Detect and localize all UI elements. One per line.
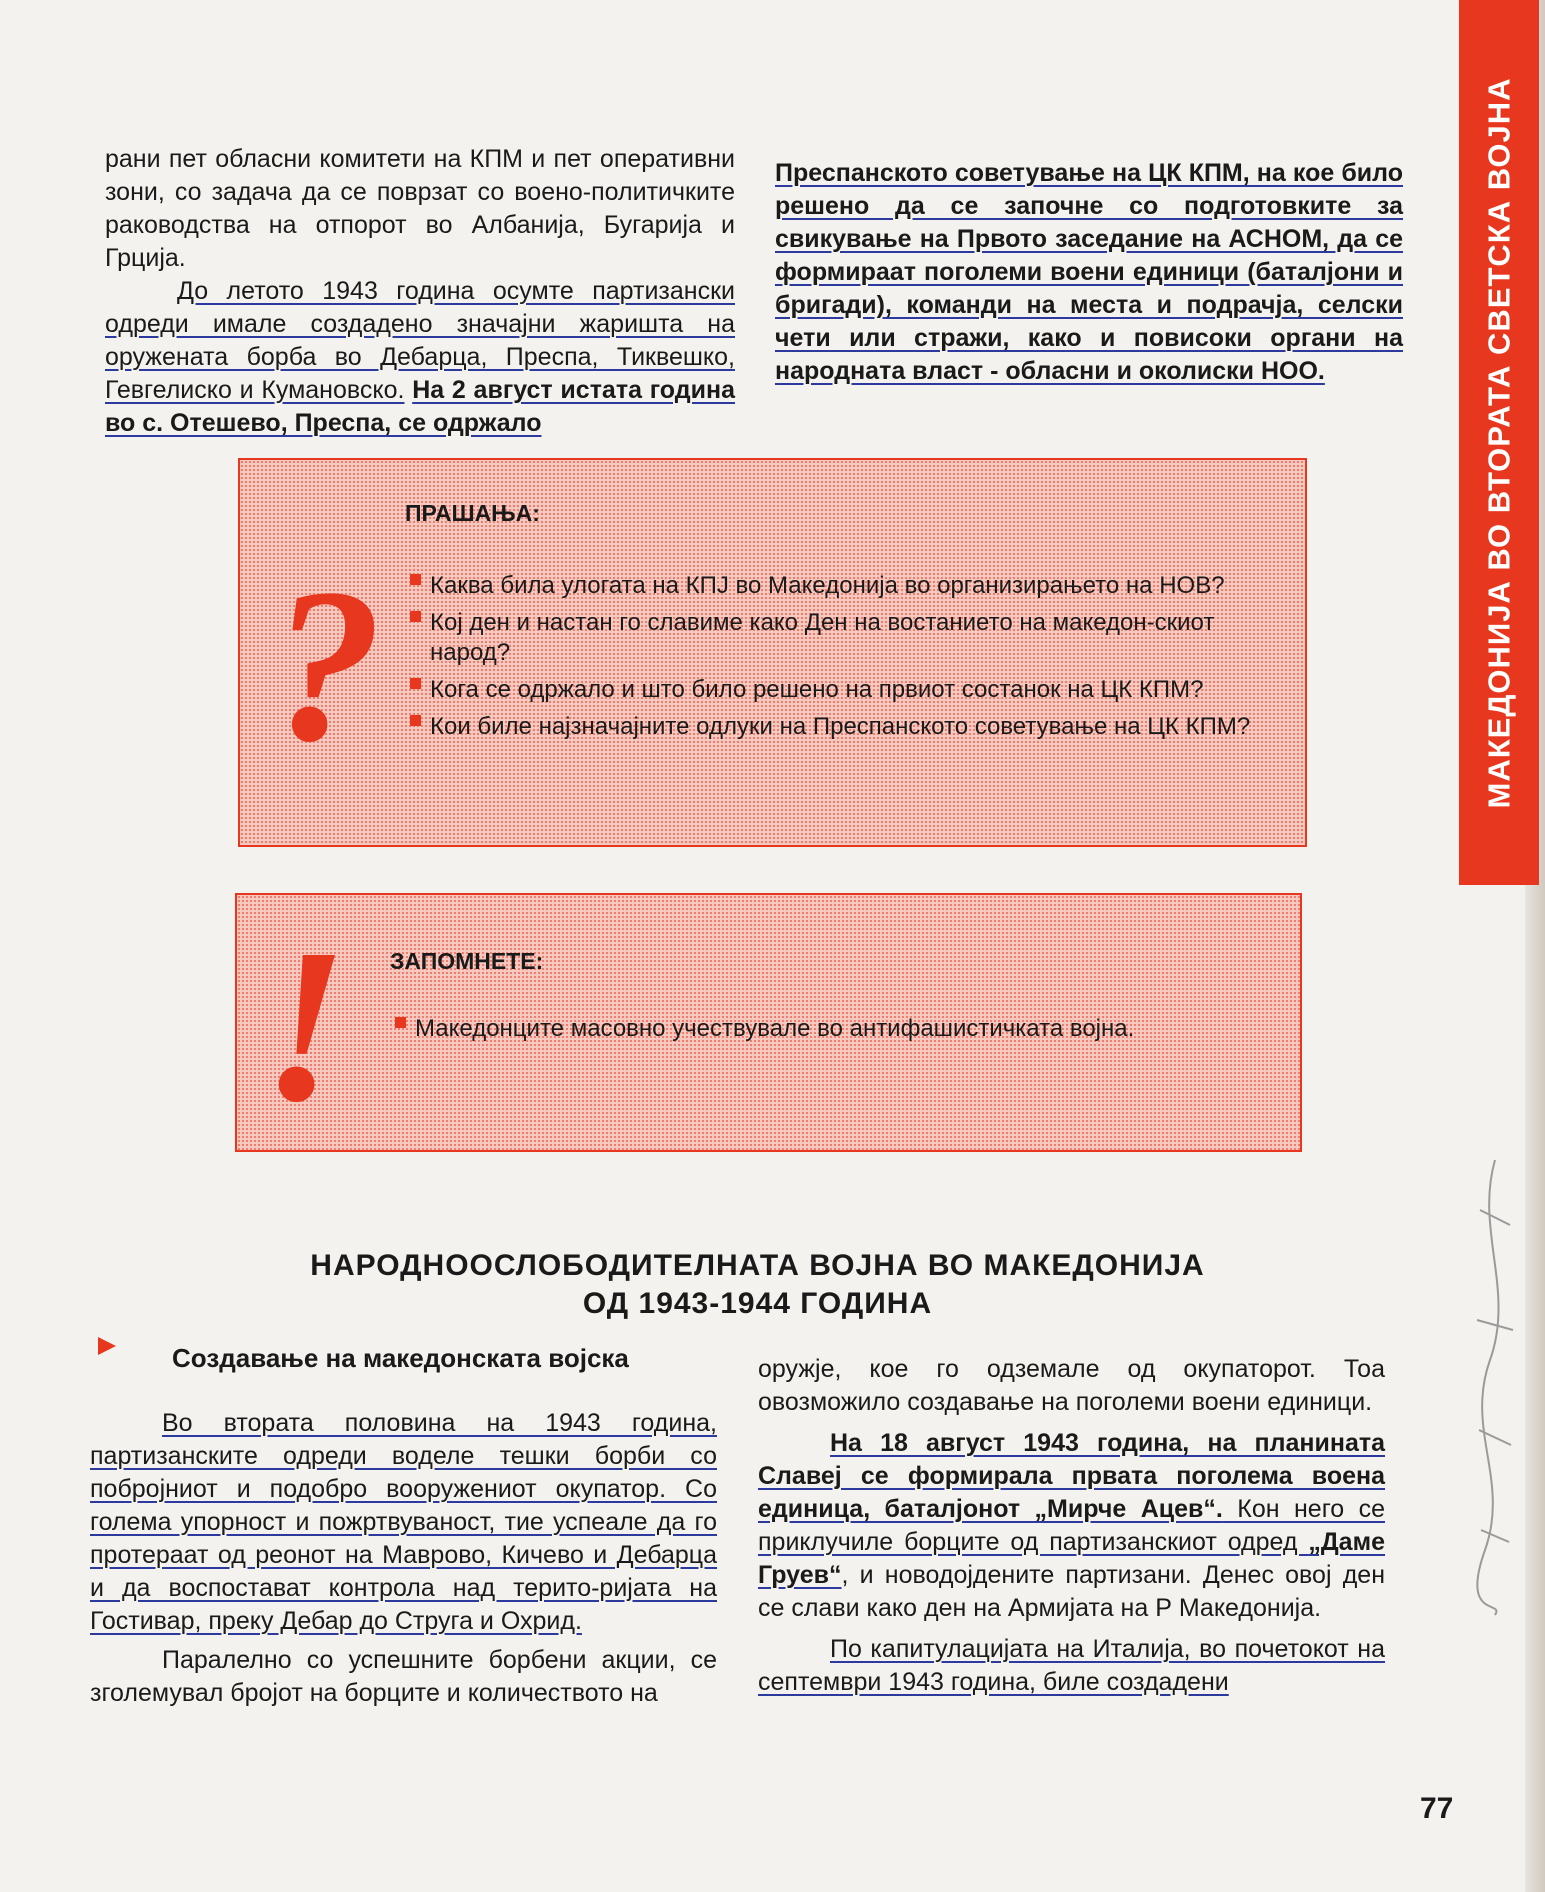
question-item: Каква била улогата на КПЈ во Македонија во организирањето на НОВ? [410,571,1260,601]
paragraph: Во втората половина на 1943 година, партизанските одреди воделе тешки борби со побројниот и подобро вооружениот окупатор. Со голема упорност и пожртвуваност, тие успеале да го протераат од реонот на Маврово, Кичево и Дебарца и да воспостават контрола над терито-ријата на Гостивар, преку Дебар до Струга и Охрид. [90,1409,717,1635]
section-title: НАРОДНООСЛОБОДИТЕЛНАТА ВОЈНА ВО МАКЕДОНИЈА ОД 1943-1944 ГОДИНА [310,1249,1205,1320]
question-item: Кој ден и настан го славиме како Ден на востанието на македон-скиот народ? [410,608,1260,668]
remember-item: Македонците масовно учествувале во антифашистичката војна. [395,1014,1245,1044]
handwritten-scribble [1465,1150,1525,1620]
remember-title: ЗАПОМНЕТЕ: [390,948,544,974]
remember-list [395,1014,1245,1051]
paragraph: оружје, кое го одземале од окупаторот. Тоа овозможило создавање на поголеми воени единици. [758,1355,1385,1416]
paragraph: рани пет обласни комитети на КПМ и пет оперативни зони, со задача да се поврзат со воено-политичките раководства на отпорот во Албанија, Бугарија и Грција. [105,145,735,272]
bullet-icon [395,1017,406,1028]
question-item: Кои биле најзначајните одлуки на Преспанското советување на ЦК КПМ? [410,712,1260,742]
highlighted-text: На 2 август истата година во с. Отешево, Преспа, се одржало [105,376,735,437]
questions-title: ПРАШАЊА: [405,500,540,526]
bullet-icon [410,574,421,585]
paragraph: На 18 август 1943 година, на планината Славеј се формирала првата поголема воена единица, баталјонот „Мирче Ацев“. Кон него се приклучиле борците од партизанскиот одред „Даме Груев“, и новодојдените партизани. Денес овој ден се слави како ден на Армијата на Р Македонија. [758,1429,1385,1622]
underlined-text: До летото 1943 година осумте партизански одреди имале создадено значајни жаришта на оружената борба во Дебарца, Преспа, Тиквешко, Гевгелиско и Кумановско. [105,277,735,404]
paragraph: Паралелно со успешните борбени акции, се зголемувал бројот на борците и количеството на [90,1646,717,1707]
paragraph: По капитулацијата на Италија, во почетокот на септември 1943 година, биле создадени [758,1635,1385,1696]
exclamation-icon: ! [262,903,348,1147]
bullet-icon [410,611,421,622]
chapter-title: МАКЕДОНИЈА ВО ВТОРАТА СВЕТСКА ВОЈНА [1481,77,1516,808]
questions-list [410,571,1260,749]
top-right-column [775,157,1403,388]
question-mark-icon: ? [272,543,382,787]
top-left-column [105,143,735,440]
bullet-icon [410,678,421,689]
paragraph: Преспанското советување на ЦК КПМ, на кое било решено да се започне со подготовките за свикување на Првото заседание на АСНОМ, да се формираат поголеми воени единици (баталјони и бригади), команди на места и подрачја, селски чети или стражи, како и повисоки органи на народната власт - обласни и околиски НОО. [775,159,1403,385]
bottom-left-column [90,1407,717,1710]
paragraph [105,275,735,440]
chapter-side-tab [1459,0,1539,885]
page-number: 77 [1420,1792,1454,1825]
bottom-right-column [758,1353,1385,1699]
bullet-icon [410,715,421,726]
question-item: Кога се одржало и што било решено на првиот состанок на ЦК КПМ? [410,675,1260,705]
triangle-marker-icon [98,1337,116,1355]
subheading: Создавање на македонската војска [172,1343,629,1373]
